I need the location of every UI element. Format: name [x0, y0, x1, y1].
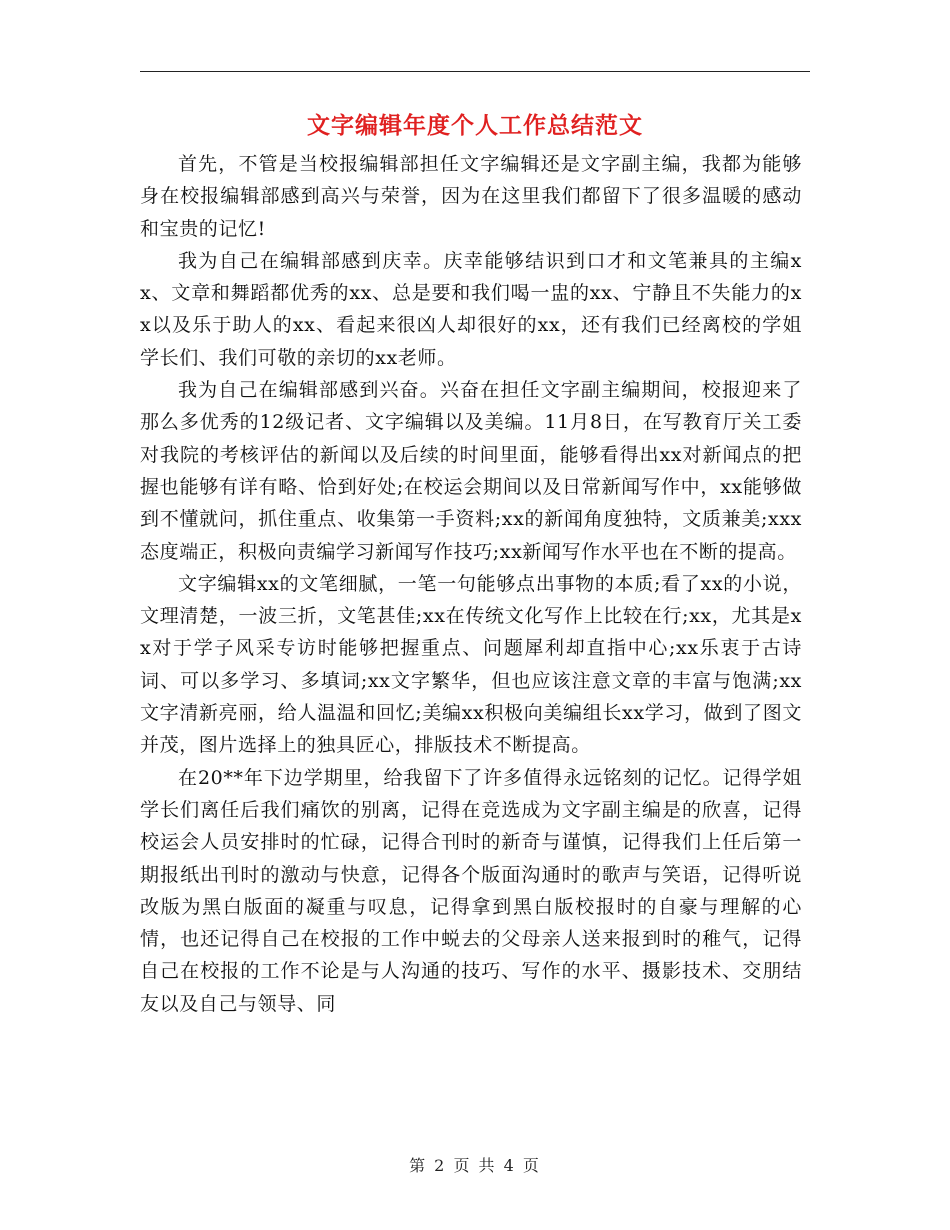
document-body [140, 148, 802, 1020]
header-rule [140, 71, 810, 72]
page-number-footer: 第 2 页 共 4 页 [409, 1156, 541, 1175]
paragraph-4: 文字编辑xx的文笔细腻，一笔一句能够点出事物的本质;看了xx的小说，文理清楚，一波三折，文笔甚佳;xx在传统文化写作上比较在行;xx，尤其是xx对于学子风采专访时能够把握重点、问题犀利却直指中心;xx乐衷于古诗词、可以多学习、多填词;xx文字繁华，但也应该注意文章的丰富与饱满;xx文字清新亮丽，给人温温和回忆;美编xx积极向美编组长xx学习，做到了图文并茂，图片选择上的独具匠心，排版技术不断提高。 [140, 572, 802, 757]
paragraph-5: 在20**年下边学期里，给我留下了许多值得永远铭刻的记忆。记得学姐学长们离任后我们痛饮的别离，记得在竞选成为文字副主编是的欣喜，记得校运会人员安排时的忙碌，记得合刊时的新奇与谨慎，记得我们上任后第一期报纸出刊时的激动与快意，记得各个版面沟通时的歌声与笑语，记得听说改版为黑白版面的凝重与叹息，记得拿到黑白版校报时的自豪与理解的心情，也还记得自己在校报的工作中蜕去的父母亲人送来报到时的稚气，记得自己在校报的工作不论是与人沟通的技巧、写作的水平、摄影技术、交朋结友以及自己与领导、同 [140, 766, 802, 1015]
paragraph-3: 我为自己在编辑部感到兴奋。兴奋在担任文字副主编期间，校报迎来了那么多优秀的12级记者、文字编辑以及美编。11月8日，在写教育厅关工委对我院的考核评估的新闻以及后续的时间里面，能够看得出xx对新闻点的把握也能够有详有略、恰到好处;在校运会期间以及日常新闻写作中，xx能够做到不懂就问，抓住重点、收集第一手资料;xx的新闻角度独特，文质兼美;xxx态度端正，积极向责编学习新闻写作技巧;xx新闻写作水平也在不断的提高。 [140, 379, 802, 563]
paragraph-1: 首先，不管是当校报编辑部担任文字编辑还是文字副主编，我都为能够身在校报编辑部感到高兴与荣誉，因为在这里我们都留下了很多温暖的感动和宝贵的记忆! [140, 153, 802, 240]
paragraph-2: 我为自己在编辑部感到庆幸。庆幸能够结识到口才和文笔兼具的主编xx、文章和舞蹈都优秀的xx、总是要和我们喝一盅的xx、宁静且不失能力的xx以及乐于助人的xx、看起来很凶人却很好的xx，还有我们已经离校的学姐学长们、我们可敬的亲切的xx老师。 [140, 249, 802, 369]
page-title: 文字编辑年度个人工作总结范文 [307, 112, 643, 139]
